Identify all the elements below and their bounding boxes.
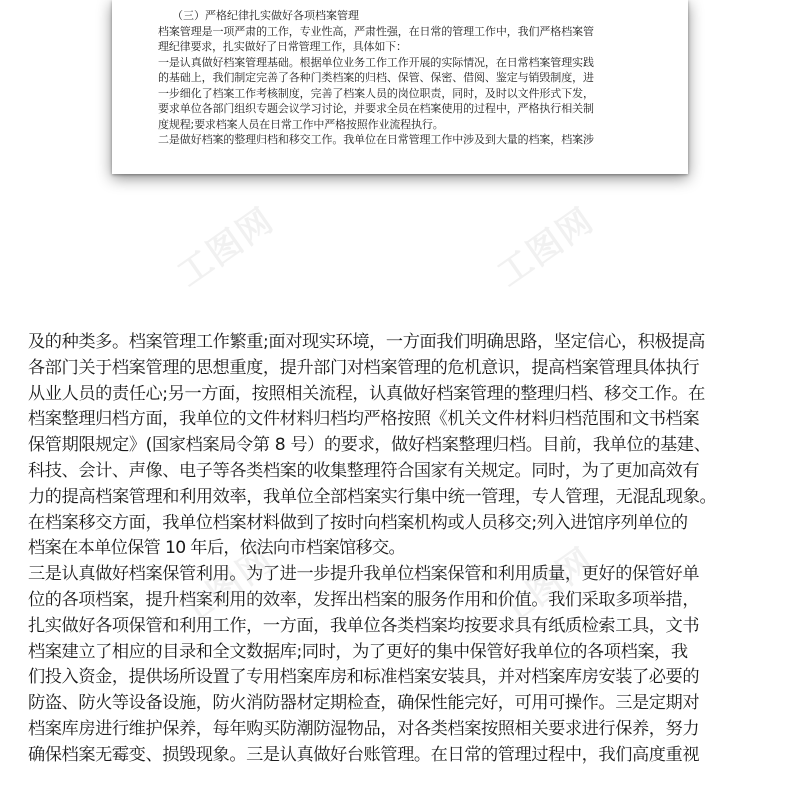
watermark: 工图网: [490, 200, 602, 295]
body-line: 在档案移交方面，我单位档案材料做到了按时向档案机构或人员移交;列入进馆序列单位的: [28, 512, 688, 533]
watermark: 工图网: [170, 540, 282, 635]
body-line: 确保档案无霉变、损毁现象。三是认真做好台账管理。在日常的管理过程中，我们高度重视: [28, 744, 700, 765]
body-line: 力的提高档案管理和利用效率，我单位全部档案实行集中统一管理，专人管理，无混乱现象。: [28, 486, 717, 507]
body-line: 三是认真做好档案保管利用。为了进一步提升我单位档案保管和利用质量，更好的保管好单: [28, 564, 700, 585]
body-line: 档案库房进行维护保养，每年购买防潮防湿物品，对各类档案按照相关要求进行保养，努力: [28, 718, 700, 739]
body-line: 档案建立了相应的目录和全文数据库;同时，为了更好的集中保管好我单位的各项档案，我: [28, 641, 688, 662]
preview-line: 一是认真做好档案管理基础。根据单位业务工作工作开展的实际情况，在日常档案管理实践: [158, 55, 594, 69]
body-line: 位的各项档案，提升档案利用的效率，发挥出档案的服务作用和价值。我们采取多项举措，: [28, 589, 700, 610]
preview-line: 要求单位各部门组织专题会议学习讨论，并要求全员在档案使用的过程中，严格执行相关制: [158, 102, 594, 115]
body-line: 们投入资金，提供场所设置了专用档案库房和标准档案安装具，并对档案库房安装了必要的: [28, 667, 700, 688]
preview-text: [158, 8, 658, 148]
body-line: 各部门关于档案管理的思想重度，提升部门对档案管理的危机意识，提高档案管理具体执行: [28, 357, 700, 378]
watermark: 工图网: [490, 540, 602, 635]
preview-heading: （三）严格纪律扎实做好各项档案管理: [172, 9, 359, 22]
preview-line: 的基础上，我们制定完善了各种门类档案的归档、保管、保密、借阅、鉴定与销毁制度，进: [158, 71, 594, 84]
document-body: [28, 330, 788, 769]
preview-line: 档案管理是一项严肃的工作，专业性高，严肃性强，在日常的管理工作中，我们严格档案管: [158, 24, 594, 38]
body-line: 档案在本单位保管 10 年后，依法向市档案馆移交。: [28, 538, 406, 559]
body-line: 档案整理归档方面，我单位的文件材料归档均严格按照《机关文件材料归档范围和文书档案: [28, 409, 700, 430]
body-line: 及的种类多。档案管理工作繁重;面对现实环境，一方面我们明确思路，坚定信心，积极提高: [28, 332, 705, 352]
preview-line: 理纪律要求，扎实做好了日常管理工作，具体如下：: [158, 40, 407, 53]
preview-line: 度规程;要求档案人员在日常工作中严格按照作业流程执行。: [158, 117, 444, 131]
body-line: 扎实做好各项保管和利用工作，一方面，我单位各类档案均按要求具有纸质检索工具，文书: [28, 615, 700, 636]
preview-line: 二是做好档案的整理归档和移交工作。我单位在日常管理工作中涉及到大量的档案，档案涉: [158, 133, 594, 146]
body-line: 保管期限规定》(国家档案局令第 8 号）的要求，做好档案整理归档。目前，我单位的基建、: [28, 435, 711, 456]
preview-line: 一步细化了档案工作考核制度，完善了档案人员的岗位职责，同时，及时以文件形式下发，: [158, 86, 594, 100]
body-line: 科技、会计、声像、电子等各类档案的收集整理符合国家有关规定。同时，为了更加高效有: [28, 460, 700, 481]
watermark: 工图网: [170, 200, 282, 295]
body-line: 防盗、防火等设备设施，防火消防器材定期检查，确保性能完好，可用可操作。三是定期对: [28, 693, 700, 714]
body-line: 从业人员的责任心;另一方面，按照相关流程，认真做好档案管理的整理归档、移交工作。在: [28, 383, 705, 404]
document-preview-card: [112, 0, 688, 174]
